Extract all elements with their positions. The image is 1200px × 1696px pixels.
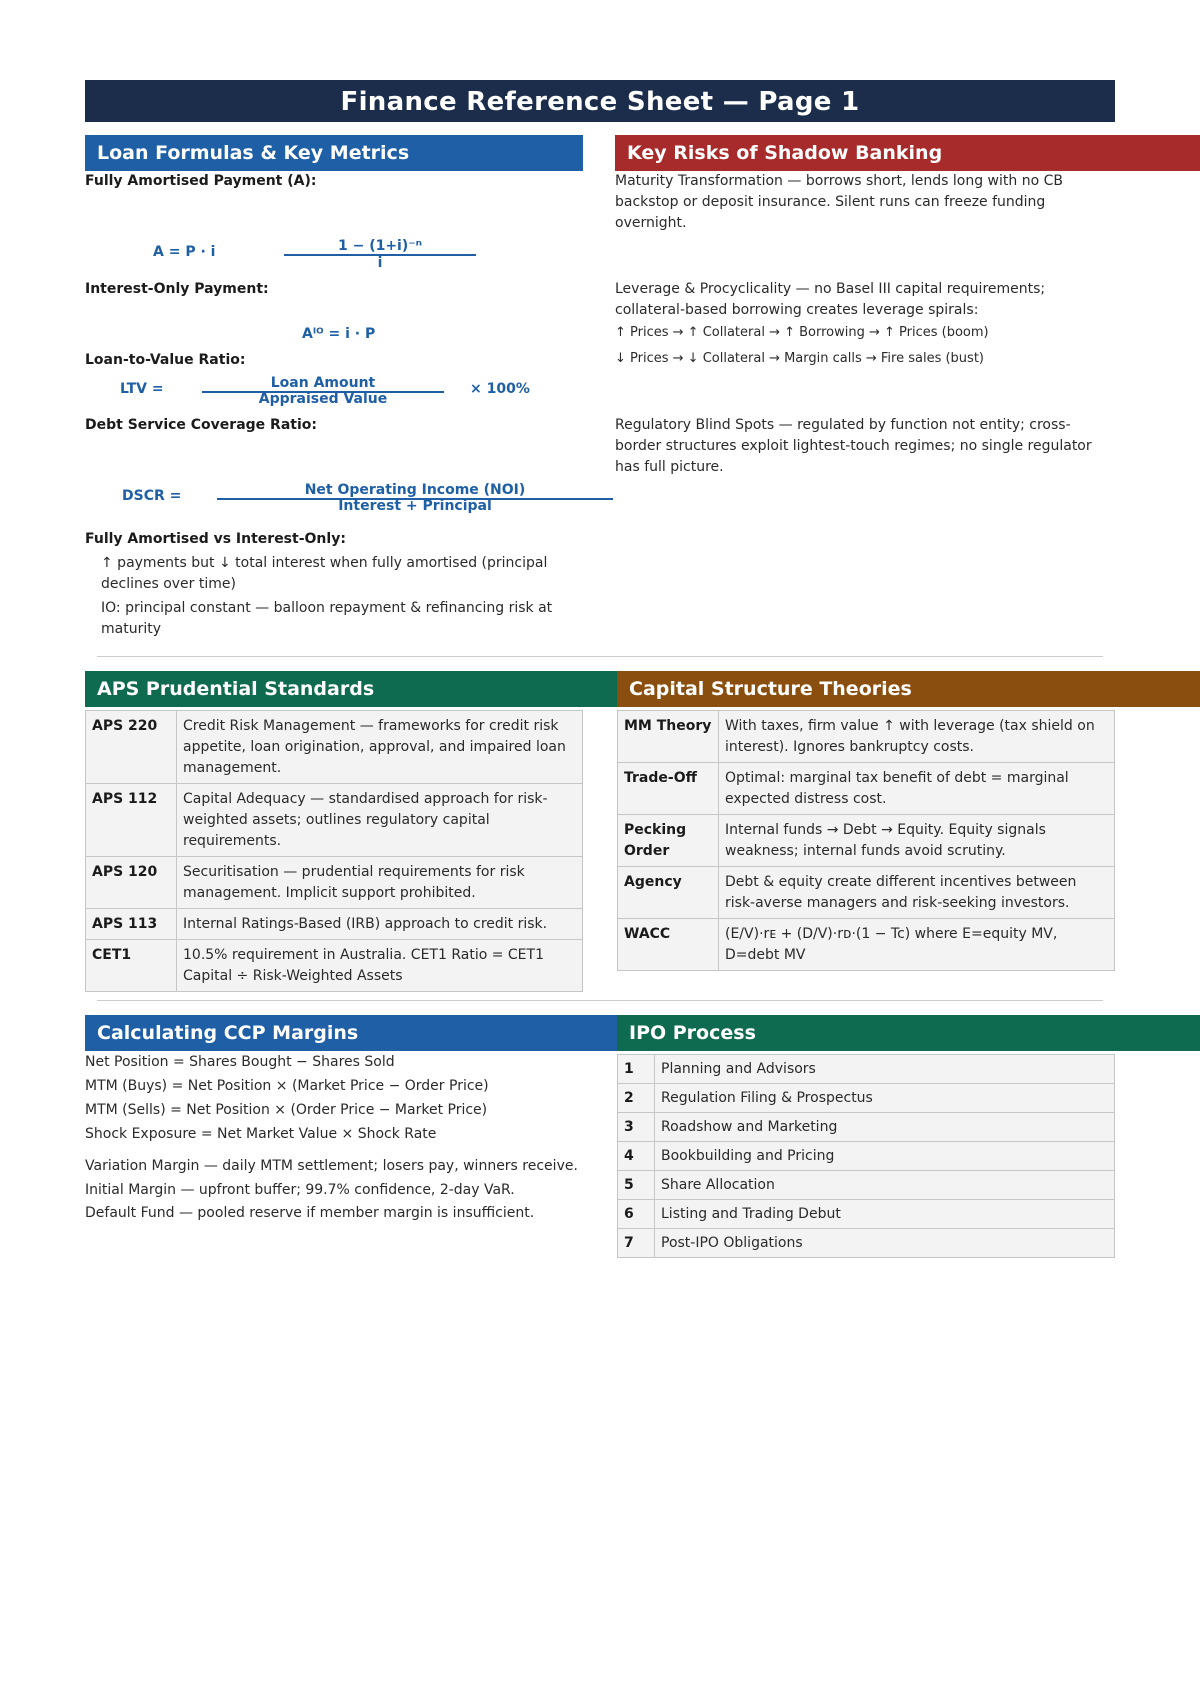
amortised-vs-io-label: Fully Amortised vs Interest-Only:: [85, 531, 346, 547]
page-title: Finance Reference Sheet — Page 1: [85, 80, 1115, 122]
table-row: [86, 711, 583, 784]
theory-description: (E/V)·rᴇ + (D/V)·rᴅ·(1 − Tc) where E=equity MV, D=debt MV: [719, 919, 1115, 971]
interest-only-formula: Aᴵᴼ = i · P: [302, 326, 376, 342]
table-row: [618, 1229, 1115, 1258]
ipo-step-number: 2: [618, 1084, 655, 1113]
dscr-formula-denominator: Interest + Principal: [338, 498, 492, 514]
table-row: [618, 1055, 1115, 1084]
aps-description: Securitisation — prudential requirements for risk management. Implicit support prohibited.: [177, 857, 583, 909]
leverage-procyclicality-text: Leverage & Procyclicality — no Basel III capital requirements; collateral-based borrowing creates leverage spirals:: [615, 281, 1046, 318]
divider-1: [97, 656, 1103, 657]
theory-name: WACC: [618, 919, 719, 971]
aps-code: APS 120: [86, 857, 177, 909]
ccp-note: Initial Margin — upfront buffer; 99.7% confidence, 2-day VaR.: [85, 1182, 515, 1198]
ipo-step-number: 1: [618, 1055, 655, 1084]
ipo-step-label: Share Allocation: [655, 1171, 1115, 1200]
ltv-formula-denominator: Appraised Value: [258, 391, 388, 407]
ipo-step-number: 5: [618, 1171, 655, 1200]
aps-description: 10.5% requirement in Australia. CET1 Ratio = CET1 Capital ÷ Risk-Weighted Assets: [177, 940, 583, 992]
aps-code: CET1: [86, 940, 177, 992]
dscr-label: Debt Service Coverage Ratio:: [85, 417, 317, 433]
table-row: [618, 1084, 1115, 1113]
theory-name: Trade-Off: [618, 763, 719, 815]
ipo-step-label: Listing and Trading Debut: [655, 1200, 1115, 1229]
ccp-formula-line: Shock Exposure = Net Market Value × Shock Rate: [85, 1126, 437, 1142]
ipo-step-label: Roadshow and Marketing: [655, 1113, 1115, 1142]
aps-code: APS 112: [86, 784, 177, 857]
amortised-formula-numerator: 1 − (1+i)⁻ⁿ: [337, 238, 423, 254]
capital-structure-table: [617, 710, 1115, 971]
shadow-banking-header: Key Risks of Shadow Banking: [615, 135, 1200, 171]
ltv-formula-lhs: LTV =: [120, 381, 164, 397]
ccp-note: Default Fund — pooled reserve if member margin is insufficient.: [85, 1205, 535, 1221]
ccp-formula-line: MTM (Sells) = Net Position × (Order Price − Market Price): [85, 1102, 488, 1118]
table-row: [86, 857, 583, 909]
amortised-formula-denominator: i: [377, 255, 383, 271]
table-row: [618, 763, 1115, 815]
bust-cycle-text: ↓ Prices → ↓ Collateral → Margin calls → Fire sales (bust): [615, 351, 984, 366]
table-row: [86, 940, 583, 992]
ipo-step-label: Post-IPO Obligations: [655, 1229, 1115, 1258]
theory-name: Agency: [618, 867, 719, 919]
ipo-step-number: 4: [618, 1142, 655, 1171]
theory-description: Internal funds → Debt → Equity. Equity signals weakness; internal funds avoid scrutiny.: [719, 815, 1115, 867]
aps-section-header: APS Prudential Standards: [85, 671, 617, 707]
amortised-vs-io-point-1: ↑ payments but ↓ total interest when fully amortised (principal declines over time): [101, 555, 548, 592]
theory-name: MM Theory: [618, 711, 719, 763]
maturity-transformation-text: Maturity Transformation — borrows short, lends long with no CB backstop or deposit insurance. Silent runs can freeze funding overnight.: [615, 173, 1063, 231]
theory-description: Optimal: marginal tax benefit of debt = marginal expected distress cost.: [719, 763, 1115, 815]
table-row: [618, 1200, 1115, 1229]
ipo-steps-table: [617, 1054, 1115, 1258]
loan-section-header: Loan Formulas & Key Metrics: [85, 135, 583, 171]
aps-description: Capital Adequacy — standardised approach for risk-weighted assets; outlines regulatory capital requirements.: [177, 784, 583, 857]
ipo-step-number: 7: [618, 1229, 655, 1258]
dscr-formula-lhs: DSCR =: [122, 488, 182, 504]
ipo-step-number: 3: [618, 1113, 655, 1142]
ltv-formula-numerator: Loan Amount: [270, 375, 376, 391]
aps-table: [85, 710, 583, 992]
ipo-step-label: Planning and Advisors: [655, 1055, 1115, 1084]
ccp-note: Variation Margin — daily MTM settlement; losers pay, winners receive.: [85, 1158, 578, 1174]
ccp-formula-line: Net Position = Shares Bought − Shares Sold: [85, 1054, 395, 1070]
table-row: [618, 711, 1115, 763]
aps-code: APS 113: [86, 909, 177, 940]
aps-description: Internal Ratings-Based (IRB) approach to credit risk.: [177, 909, 583, 940]
table-row: [86, 784, 583, 857]
amortised-formula-lhs: A = P · i: [153, 244, 216, 260]
ltv-label: Loan-to-Value Ratio:: [85, 352, 246, 368]
capital-structure-header: Capital Structure Theories: [617, 671, 1200, 707]
divider-2: [97, 1000, 1103, 1001]
ipo-step-number: 6: [618, 1200, 655, 1229]
theory-description: With taxes, firm value ↑ with leverage (tax shield on interest). Ignores bankruptcy costs.: [719, 711, 1115, 763]
amortised-vs-io-point-2: IO: principal constant — balloon repayment & refinancing risk at maturity: [101, 600, 553, 637]
theory-description: Debt & equity create different incentives between risk-averse managers and risk-seeking investors.: [719, 867, 1115, 919]
table-row: [618, 919, 1115, 971]
aps-code: APS 220: [86, 711, 177, 784]
ipo-process-header: IPO Process: [617, 1015, 1200, 1051]
ipo-step-label: Bookbuilding and Pricing: [655, 1142, 1115, 1171]
amortised-payment-label: Fully Amortised Payment (A):: [85, 173, 317, 189]
ccp-margins-header: Calculating CCP Margins: [85, 1015, 617, 1051]
table-row: [618, 1142, 1115, 1171]
table-row: [618, 867, 1115, 919]
table-row: [86, 909, 583, 940]
ltv-formula-multiplier: × 100%: [470, 381, 530, 397]
aps-description: Credit Risk Management — frameworks for credit risk appetite, loan origination, approval, and impaired loan management.: [177, 711, 583, 784]
regulatory-blind-spots-text: Regulatory Blind Spots — regulated by function not entity; cross-border structures exploit lightest-touch regimes; no single regulator has full picture.: [615, 417, 1092, 475]
theory-name: Pecking Order: [618, 815, 719, 867]
ccp-formula-line: MTM (Buys) = Net Position × (Market Price − Order Price): [85, 1078, 489, 1094]
table-row: [618, 815, 1115, 867]
interest-only-label: Interest-Only Payment:: [85, 281, 269, 297]
dscr-formula-numerator: Net Operating Income (NOI): [304, 482, 526, 498]
ipo-step-label: Regulation Filing & Prospectus: [655, 1084, 1115, 1113]
table-row: [618, 1113, 1115, 1142]
table-row: [618, 1171, 1115, 1200]
boom-cycle-text: ↑ Prices → ↑ Collateral → ↑ Borrowing → ↑ Prices (boom): [615, 325, 989, 340]
